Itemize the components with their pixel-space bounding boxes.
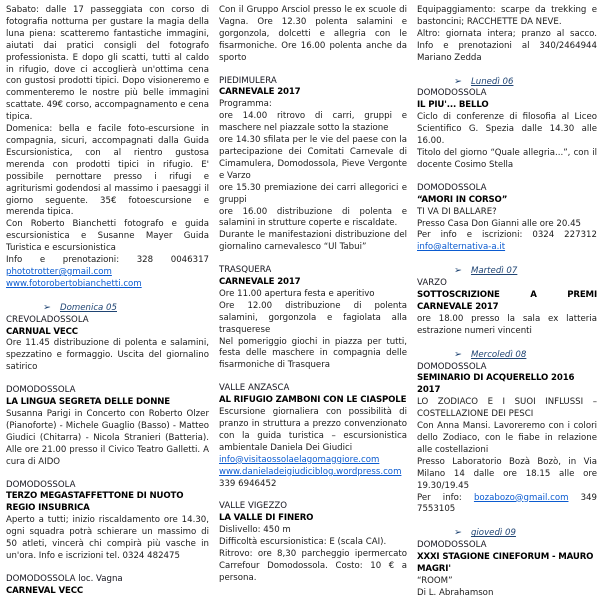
paragraph: Ritrovo: ore 8,30 parcheggio ipermercato Carrefour Domodossola. Costo: 10 € a persona. [219, 549, 407, 583]
column-2 [219, 5, 407, 600]
event-location: VALLE ANZASCA [219, 383, 290, 394]
event-location: DOMODOSSOLA [417, 88, 487, 99]
event-title: XXXI STAGIONE CINEFORUM - MAURO MAGRI' [417, 552, 594, 575]
paragraph: Ore 12.00 distribuzione di polenta salamini, gorgonzola e fagiolata alla trasquerese [219, 300, 407, 335]
paragraph: Altro: giornata intera; pranzo al sacco. Info e prenotazioni al 340/2464944 Mariano Zedda [417, 28, 597, 63]
event-title: AL RIFUGIO ZAMBONI CON LE CIASPOLE [219, 395, 407, 406]
link-line [219, 455, 407, 467]
paragraph: Aperto a tutti; inizio riscaldamento ore 14.30, ogni squadra potrà schierare un massimo di 50 atleti, vincerà chi compirà più vasche in un'ora. Info e iscrizioni tel. 0324 482475 [6, 515, 209, 561]
block-spacer [6, 374, 209, 385]
paragraph: LO ZODIACO E I SUOI INFLUSSI – COSTELLAZIONE DEI PESCI [417, 397, 597, 420]
column-1 [6, 5, 209, 600]
arrow-bullet-icon: ➢ [454, 348, 462, 360]
paragraph: Domenica: bella e facile foto-escursione in compagnia, sicuri, accompagnati dalla Guida Escursionistica, con al rientro gustosa merenda con prodotti tipici in rifugio. E' possibile pernottare presso i rifugi e agriturismi godendosi al massimo i paesaggi il giorno seguente. 35€ fotoescursione e merenda tipica. [6, 124, 209, 218]
event-location: DOMODOSSOLA loc. Vagna [6, 573, 123, 584]
event-title: IL PIU'... BELLO [417, 100, 489, 111]
event-location: DOMODOSSOLA [417, 182, 487, 193]
paragraph [417, 230, 597, 254]
paragraph: Con Anna Mansi. Lavoreremo con i colori dello Zodiaco, con le fiabe in relazione alle costellazioni [417, 421, 597, 455]
day-header-label: Martedì 07 [470, 266, 518, 277]
arrow-bullet-icon: ➢ [454, 75, 462, 87]
paragraph: Di L. Abrahamson [417, 587, 494, 598]
text-segment: Per info e iscrizioni: 0324 227312 [417, 230, 597, 241]
paragraph: ore 14.00 ritrovo di carri, gruppi e maschere nel piazzale sotto la stazione [219, 111, 407, 134]
block-spacer [6, 291, 209, 302]
event-location: DOMODOSSOLA [6, 479, 76, 490]
paragraph: Susanna Parigi in Concerto con Roberto Olzer (Pianoforte) - Michele Guaglio (Basso) - Matteo Giudici (Chitarra) - Nicola Stranieri (Batteria). Alle ore 21.00 presso il Civico Teatro Galletti. A cura di AIDO [6, 409, 209, 467]
paragraph: ore 16.00 distribuzione di polenta e salamini in strutture coperte e riscaldate. [219, 206, 407, 229]
event-title-line: CARNEVALE 2017 [417, 301, 499, 312]
day-header-label: Mercoledì 08 [470, 349, 527, 360]
link-line [219, 467, 407, 479]
link-line [6, 279, 209, 291]
block-spacer [417, 254, 597, 265]
day-header-label: giovedì 09 [470, 528, 516, 539]
event-title: LA VALLE DI FINERO [219, 513, 314, 524]
paragraph: Presso Laboratorio Bozà Bozò, in Via Milano 14 dalle ore 18.15 alle ore 19.30/19.45 [417, 456, 597, 491]
event-title-line: SOTTOSCRIZIONE A PREMI [417, 290, 597, 301]
day-header-label: Lunedì 06 [470, 76, 514, 87]
hyperlink[interactable]: phototrotter@gmail.com [6, 266, 112, 277]
event-location: DOMODOSSOLA [417, 540, 487, 551]
event-title: LA LINGUA SEGRETA DELLE DONNE [6, 397, 170, 408]
event-location: VALLE VIGEZZO [219, 501, 287, 512]
paragraph: Escursione giornaliera con possibilità di pranzo in struttura a prezzo convenzionato con la guida turistica – escursionistica ambientale Daniela Dei Giudici [219, 407, 407, 453]
paragraph: Info e prenotazioni: 328 0046317 [6, 255, 209, 266]
paragraph: Presso Casa Don Gianni alle ore 20.45 [417, 218, 582, 229]
block-spacer [6, 563, 209, 574]
hyperlink[interactable]: www.fotorobertobianchetti.com [6, 278, 142, 289]
paragraph: Durante le manifestazioni distribuzione del giornalino carnevalesco “Ul Tabui” [219, 230, 407, 253]
day-header-label: Domenica 05 [59, 302, 117, 313]
column-3 [417, 5, 597, 600]
block-spacer [417, 338, 597, 349]
paragraph: ore 18.00 presso la sala ex latteria estrazione numeri vincenti [417, 313, 597, 336]
arrow-bullet-icon: ➢ [43, 301, 51, 313]
paragraph: 339 6946452 [219, 478, 277, 489]
day-header [417, 349, 597, 362]
hyperlink[interactable]: info@visitaossolaelagomaggiore.com [219, 454, 380, 465]
arrow-bullet-icon: ➢ [454, 265, 462, 277]
day-header [417, 76, 597, 89]
event-title: “AMORI IN CORSO” [417, 194, 508, 205]
text-segment: 349 7553105 [417, 492, 597, 515]
inline-hyperlink[interactable]: bozabozo@gmail.com [473, 492, 569, 503]
paragraph: Nel pomeriggio giochi in piazza per tutti, festa delle maschere in compagnia delle fisarmoniche di Trasquera [219, 336, 407, 371]
paragraph: Programma: [219, 99, 272, 110]
event-location: PIEDIMULERA [219, 75, 277, 86]
paragraph: Dislivello: 450 m [219, 525, 291, 536]
block-spacer [6, 469, 209, 480]
paragraph: “ROOM” [417, 575, 453, 586]
paragraph: Ore 11.00 apertura festa e aperitivo [219, 288, 375, 299]
event-location: VARZO [417, 278, 447, 289]
block-spacer [219, 372, 407, 383]
block-spacer [219, 65, 407, 76]
block-spacer [417, 172, 597, 183]
event-location: CREVOLADOSSOLA [6, 314, 89, 325]
paragraph [417, 493, 597, 517]
text-segment: Per info: [417, 492, 474, 503]
event-title: SEMINARIO DI ACQUERELLO 2016 2017 [417, 373, 575, 396]
paragraph: Con il Gruppo Arsciol presso le ex scuole di Vagna. Ore 12.30 polenta salamini e gorgonzola, dolcetti e allegria con le fisarmoniche. Ore 16.00 polenta anche da sporto [219, 5, 407, 63]
paragraph: Equipaggiamento: scarpe da trekking e bastoncini; RACCHETTE DA NEVE. [417, 5, 597, 27]
paragraph: Difficoltà escursionistica: E (scala CAI). [219, 537, 387, 548]
hyperlink[interactable]: www.danieladeigiudiciblog.wordpress.com [219, 466, 402, 477]
inline-hyperlink[interactable]: info@alternativa-a.it [417, 242, 506, 253]
arrow-bullet-icon: ➢ [454, 527, 462, 539]
day-header [417, 527, 597, 540]
event-title: CARNEVAL VECC [6, 585, 84, 596]
paragraph: Sabato: dalle 17 passeggiata con corso di fotografia notturna per gustare la magia della luna piena: scatteremo fantastiche immagini, aiutati dai pratici consigli del fotografo professionista. E dopo gli scatti, tutti al caldo in rifugio, dove ci accoglierà un'ottima cena con gustosi prodotti tipici. Dopo visioneremo e commenteremo le nostre più belle immagini scattate. 49€ corso, accompagnamento e cena tipica. [6, 5, 209, 123]
day-header [417, 265, 597, 278]
event-location: DOMODOSSOLA [417, 361, 487, 372]
paragraph: ore 15.30 premiazione dei carri allegorici e gruppi [219, 182, 407, 205]
paragraph: Ore 11.45 distribuzione di polenta e salamini, spezzatino e formaggio. Uscita del giornalino satirico [6, 338, 209, 373]
paragraph: ore 14.30 sfilata per le vie del paese con la partecipazione dei Comitati Carnevale di Cimamulera, Domodossola, Pieve Vergonte e Varzo [219, 135, 407, 181]
event-title: TERZO MEGASTAFFETTONE DI NUOTO REGIO INSUBRICA [6, 491, 184, 514]
paragraph: TI VA DI BALLARE? [417, 206, 497, 217]
paragraph: Ciclo di conferenze di filosofia al Liceo Scientifico G. Spezia dalle 14.30 alle 16.00. [417, 112, 597, 147]
event-title: CARNEVALE 2017 [219, 277, 301, 288]
event-title: CARNEVALE 2017 [219, 87, 301, 98]
link-line [6, 267, 209, 279]
block-spacer [219, 254, 407, 265]
block-spacer [417, 65, 597, 76]
block-spacer [219, 490, 407, 501]
block-spacer [417, 516, 597, 527]
paragraph: Con Roberto Bianchetti fotografo e guida escursionistica e Susanne Mayer Guida Turistica e escursionistica [6, 219, 209, 254]
event-title: CARNUAL VECC [6, 326, 78, 337]
paragraph: Titolo del giorno “Quale allegria...”, con il docente Cosimo Stella [417, 147, 597, 170]
event-location: DOMODOSSOLA [6, 385, 76, 396]
event-location: TRASQUERA [219, 265, 272, 276]
day-header [6, 302, 209, 315]
